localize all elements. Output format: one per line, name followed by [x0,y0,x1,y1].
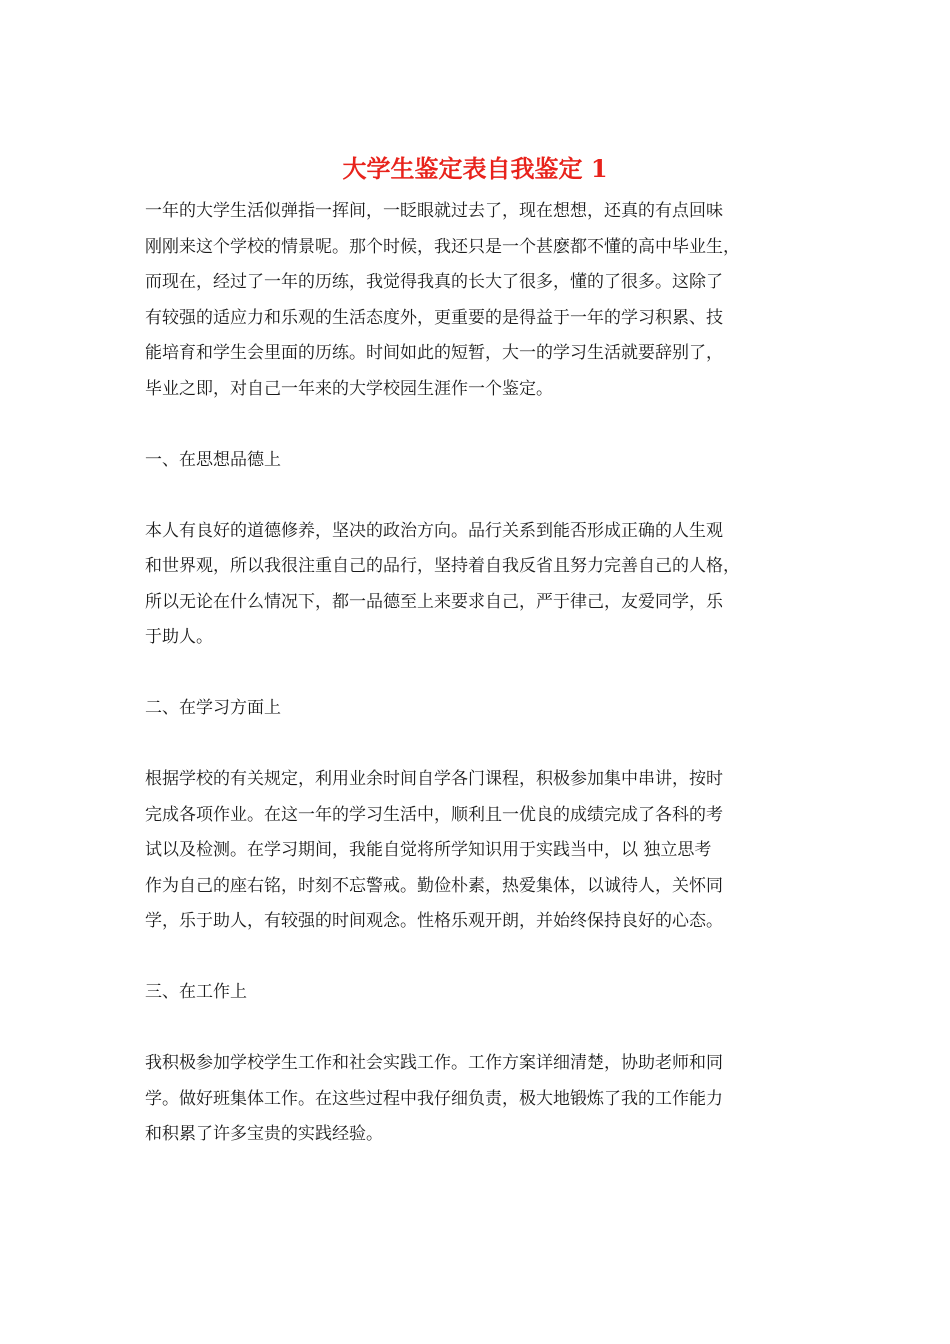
paragraph-line: 完成各项作业。在这一年的学习生活中，顺利且一优良的成绩完成了各科的考 [145,804,723,825]
paragraph-line: 学。做好班集体工作。在这些过程中我仔细负责，极大地锻炼了我的工作能力 [145,1088,723,1109]
paragraph-line: 和世界观，所以我很注重自己的品行，坚持着自我反省且努力完善自己的人格， [145,556,740,576]
section-paragraph-work [145,1046,810,1153]
paragraph-line: 刚刚来这个学校的情景呢。那个时候，我还只是一个甚麽都不懂的高中毕业生， [145,236,740,257]
paragraph-line: 学，乐于助人，有较强的时间观念。性格乐观开朗，并始终保持良好的心态。 [145,911,723,931]
paragraph-line: 而现在，经过了一年的历练，我觉得我真的长大了很多，懂的了很多。这除了 [145,272,723,292]
section-heading: 三、在工作上 [145,982,247,1002]
paragraph-line: 一年的大学生活似弹指一挥间，一眨眼就过去了，现在想想，还真的有点回味 [145,201,723,221]
document-title: 大学生鉴定表自我鉴定 1 [342,154,608,183]
paragraph-line: 试以及检测。在学习期间，我能自觉将所学知识用于实践当中，以 独立思考 [145,840,712,860]
section-heading: 二、在学习方面上 [145,698,281,718]
spacer [145,940,810,976]
paragraph-line: 所以无论在什么情况下，都一品德至上来要求自己，严于律己，友爱同学，乐 [145,591,723,612]
spacer [145,1011,810,1047]
paragraph-line: 根据学校的有关规定，利用业余时间自学各门课程，积极参加集中串讲，按时 [145,769,723,789]
intro-paragraph [145,194,810,407]
section-heading-study [145,691,810,727]
spacer [145,407,810,443]
paragraph-line: 我积极参加学校学生工作和社会实践工作。工作方案详细清楚，协助老师和同 [145,1053,723,1073]
section-heading: 一、在思想品德上 [145,449,281,470]
spacer [145,478,810,514]
section-paragraph-morality [145,514,810,656]
paragraph-line: 于助人。 [145,627,213,647]
spacer [145,727,810,763]
paragraph-line: 能培育和学生会里面的历练。时间如此的短暂，大一的学习生活就要辞别了， [145,343,723,363]
section-paragraph-study [145,762,810,940]
paragraph-line: 作为自己的座右铭，时刻不忘警戒。勤俭朴素，热爱集体，以诚待人，关怀同 [145,875,723,896]
paragraph-line: 本人有良好的道德修养，坚决的政治方向。品行关系到能否形成正确的人生观 [145,520,723,541]
paragraph-line: 毕业之即，对自己一年来的大学校园生涯作一个鉴定。 [145,378,553,399]
section-heading-morality [145,443,810,479]
spacer [145,656,810,692]
paragraph-line: 有较强的适应力和乐观的生活态度外，更重要的是得益于一年的学习积累、技 [145,307,723,328]
paragraph-line: 和积累了许多宝贵的实践经验。 [145,1124,383,1144]
section-heading-work [145,975,810,1011]
document-body [145,194,810,1153]
